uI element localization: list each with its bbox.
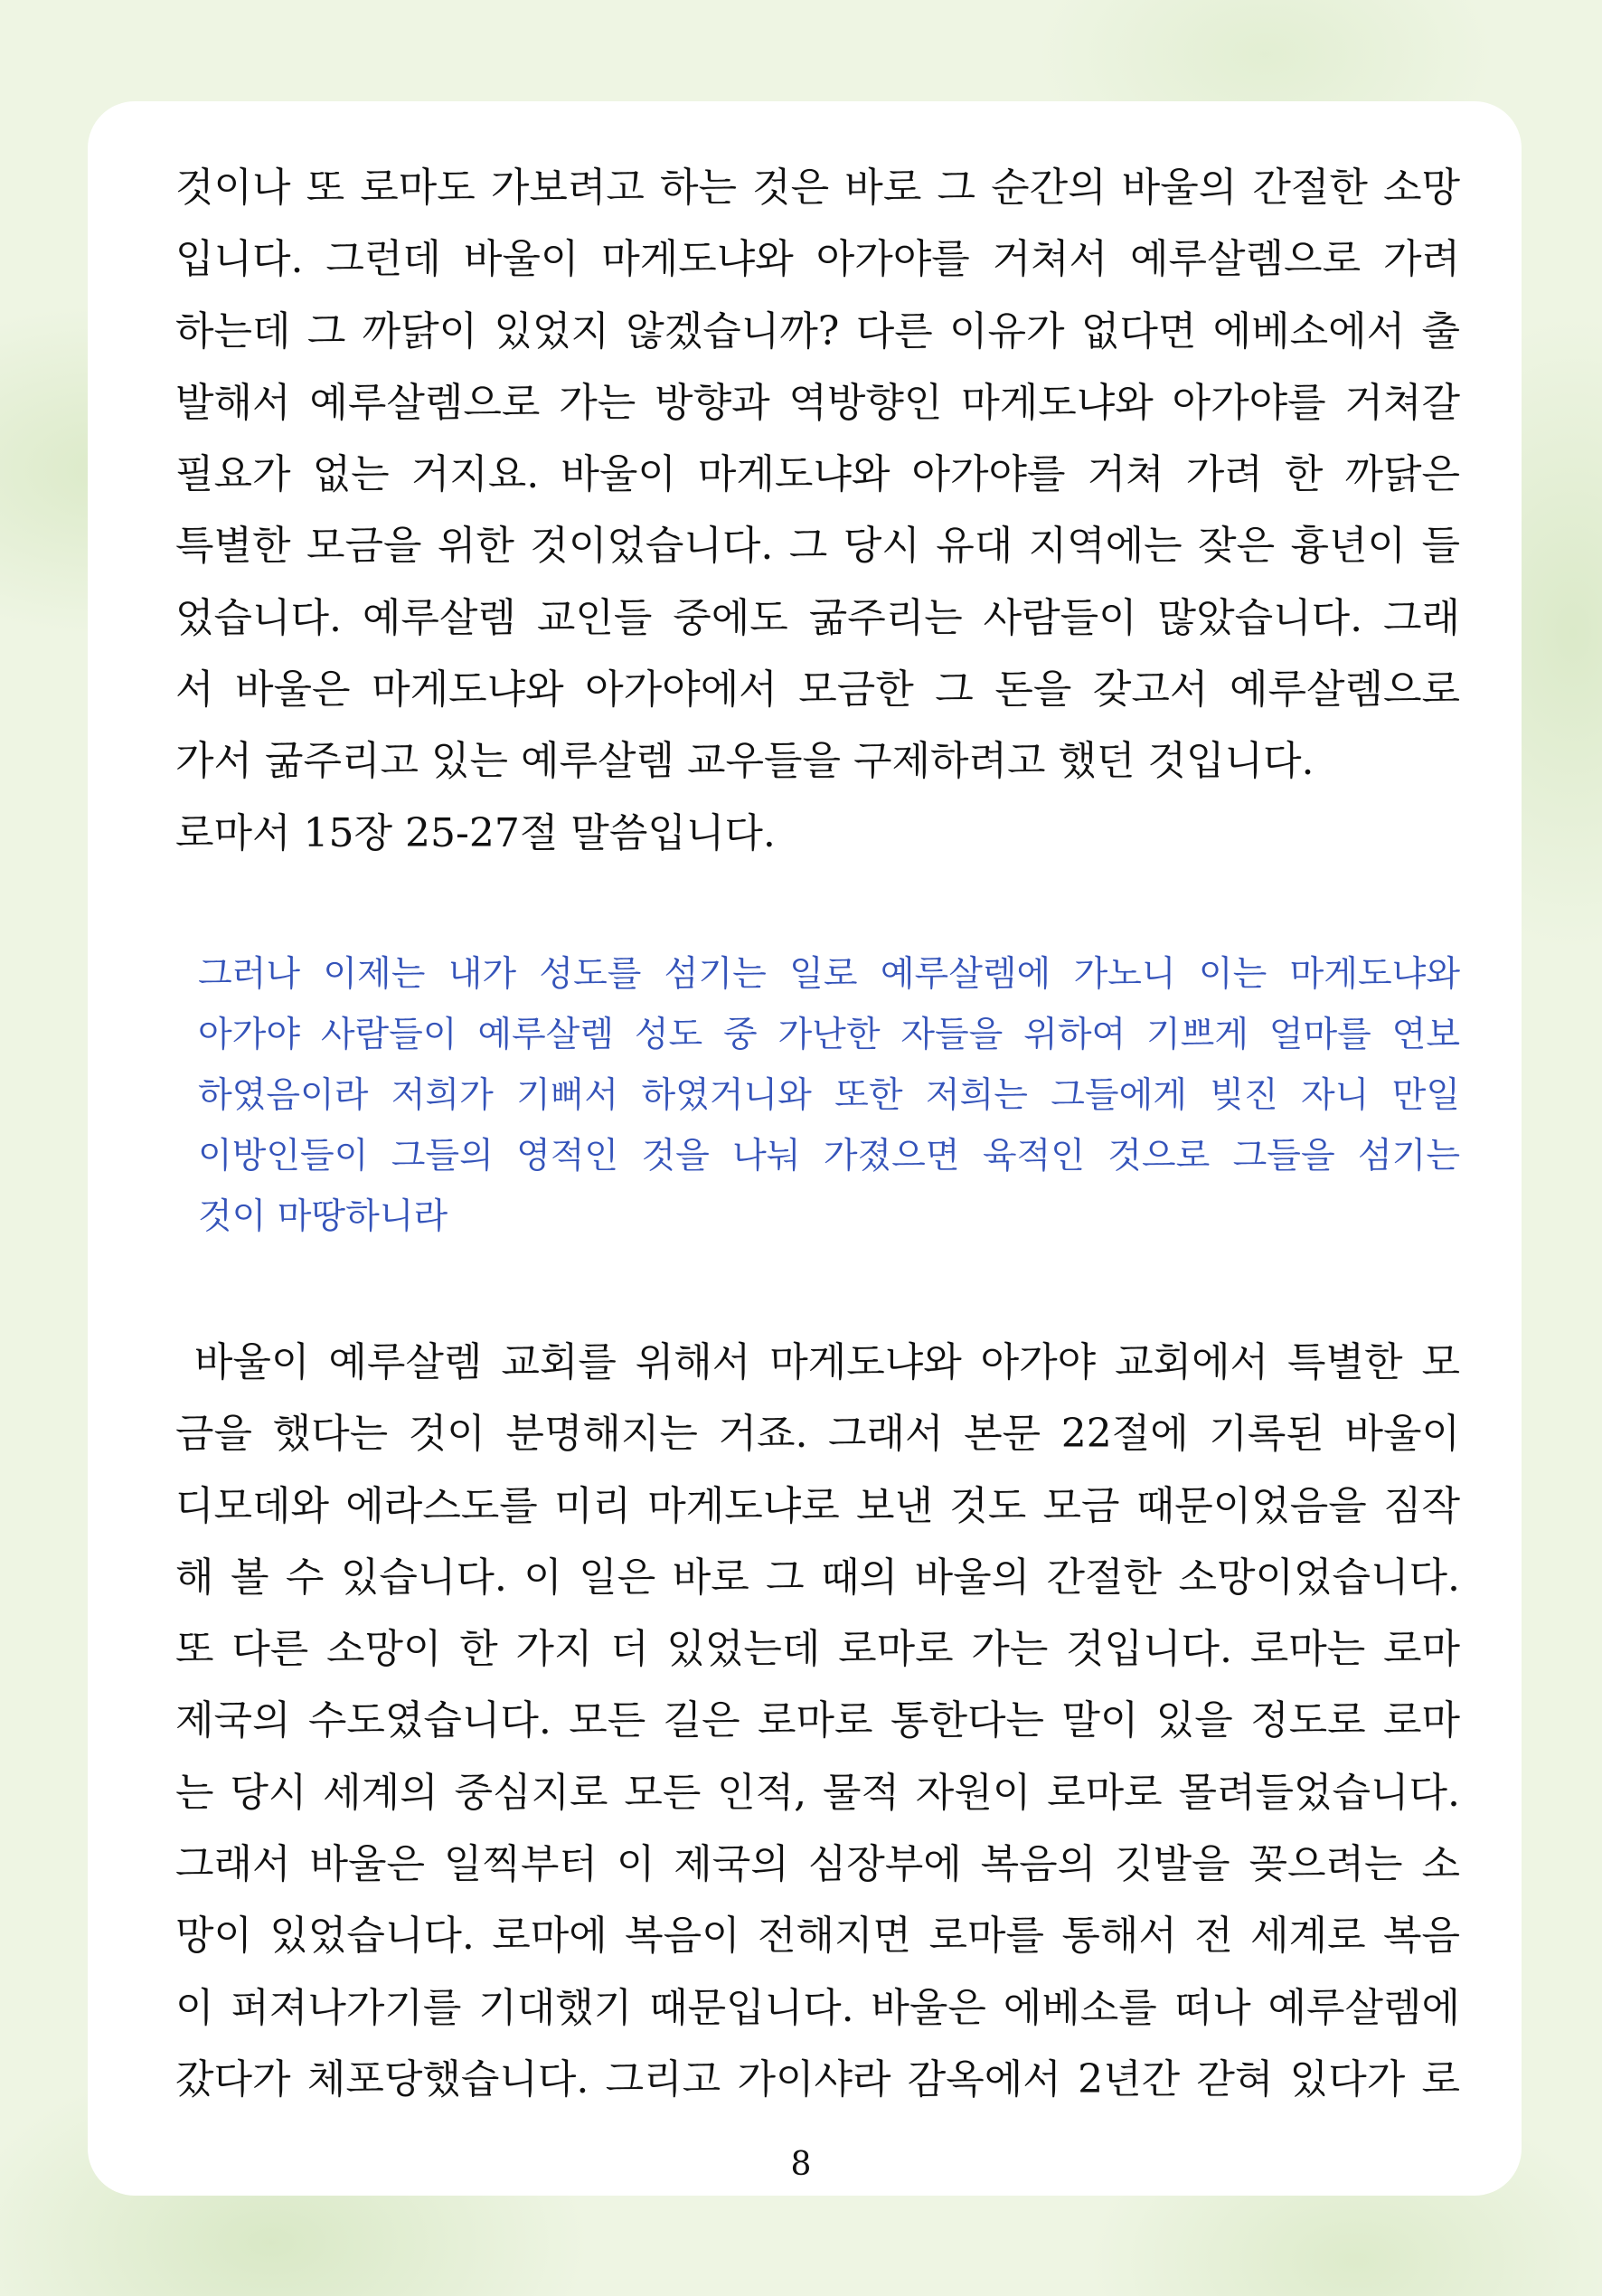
text-line: 해 볼 수 있습니다. 이 일은 바로 그 때의 바울의 간절한 소망이었습니다. bbox=[175, 1554, 1460, 1601]
text-line: 었습니다. 예루살렘 교인들 중에도 굶주리는 사람들이 많았습니다. 그래 bbox=[175, 594, 1460, 641]
quote-line: 그러나 이제는 내가 성도를 섬기는 일로 예루살렘에 가노니 이는 마게도냐와 bbox=[198, 954, 1460, 995]
paragraph-1 bbox=[175, 152, 1460, 869]
text-line: 제국의 수도였습니다. 모든 길은 로마로 통한다는 말이 있을 정도로 로마 bbox=[175, 1697, 1460, 1744]
text-line: 이 퍼져나가기를 기대했기 때문입니다. 바울은 에베소를 떠나 예루살렘에 bbox=[175, 1984, 1460, 2031]
quote-line: 아가야 사람들이 예루살렘 성도 중 가난한 자들을 위하여 기쁘게 얼마를 연보 bbox=[198, 1015, 1460, 1055]
text-line: 것이나 또 로마도 가보려고 하는 것은 바로 그 순간의 바울의 간절한 소망 bbox=[175, 165, 1460, 211]
quote-line: 이방인들이 그들의 영적인 것을 나눠 가졌으면 육적인 것으로 그들을 섬기는 bbox=[198, 1136, 1460, 1176]
page-number: 8 bbox=[790, 2146, 812, 2183]
text-line: 금을 했다는 것이 분명해지는 거죠. 그래서 본문 22절에 기록된 바울이 bbox=[175, 1411, 1460, 1458]
quote-line: 것이 마땅하니라 bbox=[198, 1196, 448, 1237]
scripture-quote bbox=[198, 944, 1460, 1247]
quote-line: 하였음이라 저희가 기뻐서 하였거니와 또한 저희는 그들에게 빚진 자니 만일 bbox=[198, 1075, 1460, 1116]
text-line: 입니다. 그런데 바울이 마게도냐와 아가야를 거쳐서 예루살렘으로 가려 bbox=[175, 236, 1460, 283]
text-line: 또 다른 소망이 한 가지 더 있었는데 로마로 가는 것입니다. 로마는 로마 bbox=[175, 1626, 1460, 1673]
text-line: 필요가 없는 거지요. 바울이 마게도냐와 아가야를 거쳐 가려 한 까닭은 bbox=[175, 451, 1460, 498]
text-line: 특별한 모금을 위한 것이었습니다. 그 당시 유대 지역에는 잦은 흉년이 들 bbox=[175, 523, 1460, 570]
text-line: 디모데와 에라스도를 미리 마게도냐로 보낸 것도 모금 때문이었음을 짐작 bbox=[175, 1482, 1460, 1529]
text-line: 망이 있었습니다. 로마에 복음이 전해지면 로마를 통해서 전 세계로 복음 bbox=[175, 1913, 1460, 1960]
text-line: 는 당시 세계의 중심지로 모든 인적, 물적 자원이 로마로 몰려들었습니다. bbox=[175, 1769, 1460, 1816]
text-line: 서 바울은 마게도냐와 아가야에서 모금한 그 돈을 갖고서 예루살렘으로 bbox=[175, 666, 1460, 713]
text-line: 하는데 그 까닭이 있었지 않겠습니까? 다른 이유가 없다면 에베소에서 출 bbox=[175, 307, 1460, 354]
text-line: 그래서 바울은 일찍부터 이 제국의 심장부에 복음의 깃발을 꽂으려는 소 bbox=[175, 1841, 1460, 1888]
scripture-reference: 로마서 15장 25-27절 말씀입니다. bbox=[175, 809, 776, 856]
text-line: 갔다가 체포당했습니다. 그리고 가이샤라 감옥에서 2년간 갇혀 있다가 로 bbox=[175, 2055, 1460, 2102]
text-line: 바울이 예루살렘 교회를 위해서 마게도냐와 아가야 교회에서 특별한 모 bbox=[175, 1339, 1460, 1385]
text-line: 가서 굶주리고 있는 예루살렘 교우들을 구제하려고 했던 것입니다. bbox=[175, 738, 1315, 785]
paragraph-2 bbox=[175, 1327, 1460, 2115]
text-line: 발해서 예루살렘으로 가는 방향과 역방향인 마게도냐와 아가야를 거쳐갈 bbox=[175, 379, 1460, 426]
